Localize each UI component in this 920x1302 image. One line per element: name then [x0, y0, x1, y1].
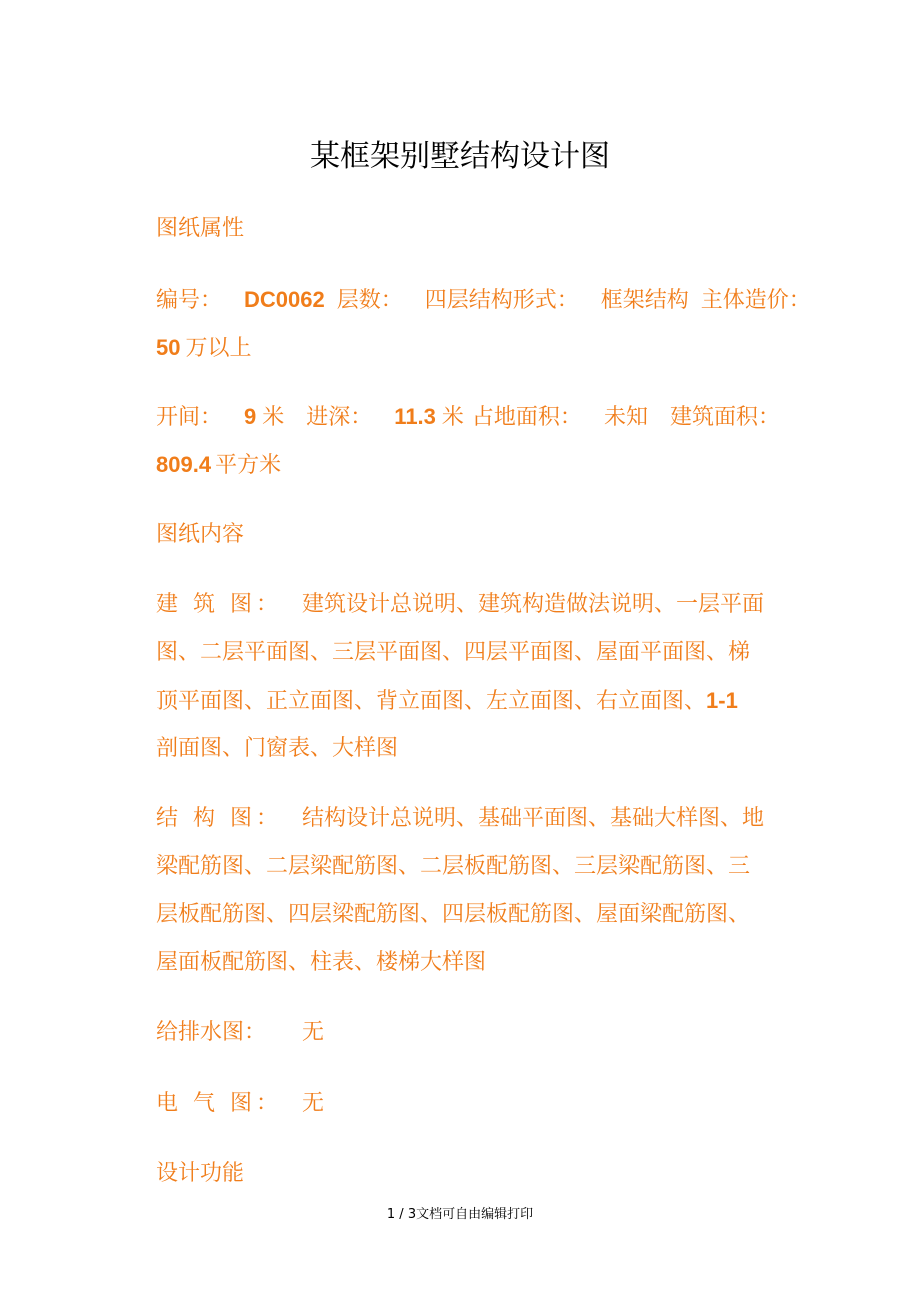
arch-line-2: 图、二层平面图、三层平面图、四层平面图、屋面平面图、梯 [156, 640, 751, 665]
cost-unit: 万以上 [185, 336, 252, 361]
floors-value: 四层 [424, 288, 469, 313]
struct-text-1: 结构设计总说明、基础平面图、基础大样图、地 [302, 806, 765, 831]
arch-text-3: 顶平面图、正立面图、背立面图、左立面图、右立面图、 [156, 689, 707, 714]
width-unit: 米 [262, 405, 285, 430]
depth-unit: 米 [441, 405, 464, 430]
building-area-number: 809.4 [156, 452, 212, 477]
struct-line-1 [156, 795, 806, 843]
number-value: DC0062 [244, 287, 325, 312]
plumbing-label: 给排水图： [156, 1020, 267, 1045]
attributes-line-2-cont [156, 441, 806, 490]
section-1-1: 1-1 [706, 688, 738, 713]
structure-form-label: 结构形式： [468, 288, 579, 313]
cost-label: 主体造价： [700, 288, 811, 313]
number-label: 编号： [156, 288, 223, 313]
struct-label: 结 构 图： [156, 806, 282, 831]
width-label: 开间： [156, 405, 223, 430]
arch-line-4: 剖面图、门窗表、大样图 [156, 736, 399, 761]
depth-label: 进深： [306, 405, 373, 430]
page-footer: 1 / 3文档可自由编辑打印 [386, 1207, 534, 1222]
page-title: 某框架别墅结构设计图 [310, 139, 610, 174]
building-area-label: 建筑面积： [669, 405, 780, 430]
electric-label: 电 气 图： [156, 1091, 282, 1116]
arch-line-3 [156, 677, 806, 726]
section-attributes-heading: 图纸属性 [156, 216, 245, 241]
section-content-heading: 图纸内容 [156, 522, 245, 547]
land-area-label: 占地面积： [471, 405, 582, 430]
cost-number: 50 [156, 335, 181, 360]
arch-text-1: 建筑设计总说明、建筑构造做法说明、一层平面 [302, 592, 765, 617]
section-function-heading: 设计功能 [156, 1161, 245, 1186]
struct-line-2: 梁配筋图、二层梁配筋图、二层板配筋图、三层梁配筋图、三 [156, 854, 751, 879]
land-area-value: 未知 [603, 405, 648, 430]
floors-label: 层数： [336, 288, 403, 313]
struct-line-4: 屋面板配筋图、柱表、楼梯大样图 [156, 950, 487, 975]
plumbing-line [156, 1009, 806, 1057]
attributes-line-1 [156, 276, 811, 325]
depth-number: 11.3 [394, 404, 436, 429]
attributes-line-2 [156, 393, 806, 442]
building-area-unit: 平方米 [215, 453, 282, 478]
struct-line-3: 层板配筋图、四层梁配筋图、四层板配筋图、屋面梁配筋图、 [156, 902, 751, 927]
arch-line-1 [156, 581, 806, 629]
width-number: 9 [244, 404, 257, 429]
attributes-line-1-cont [156, 324, 806, 373]
arch-label: 建 筑 图： [156, 592, 282, 617]
electric-line [156, 1080, 806, 1128]
structure-form-value: 框架结构 [600, 288, 689, 313]
electric-value: 无 [302, 1091, 325, 1116]
plumbing-value: 无 [302, 1020, 325, 1045]
